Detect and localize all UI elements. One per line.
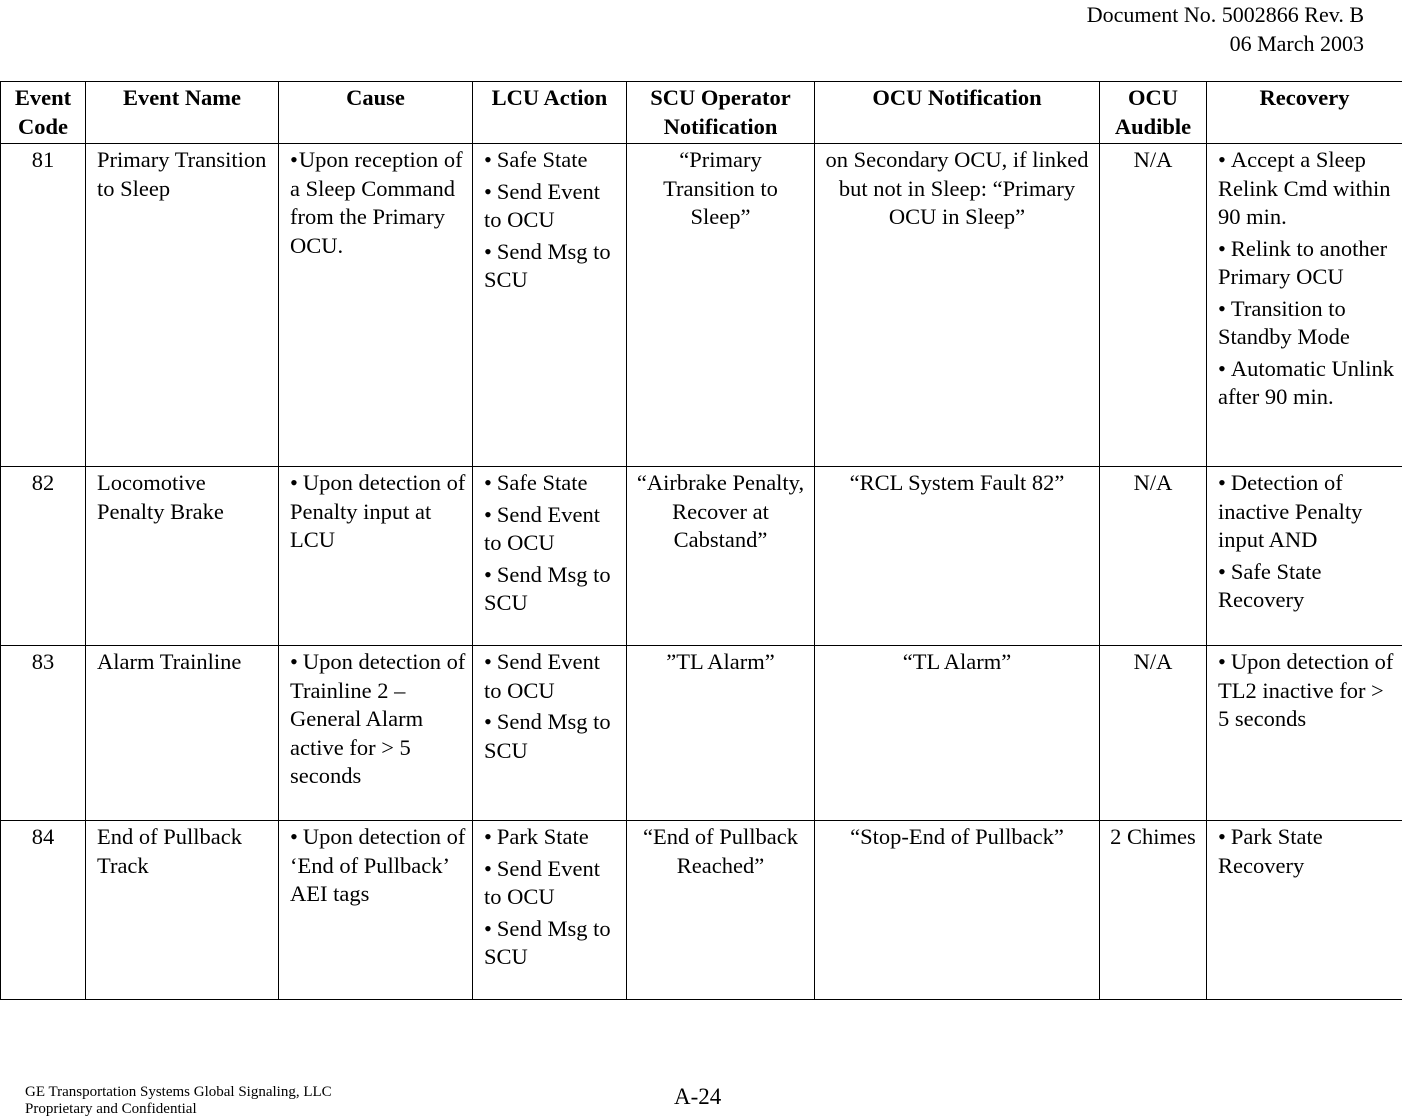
column-header-ocu-audible: OCU Audible	[1100, 82, 1207, 144]
ocu-audible-cell: N/A	[1100, 144, 1207, 467]
lcu-action-item: • Send Event to OCU	[484, 648, 620, 705]
page-number: A-24	[674, 1084, 722, 1109]
recovery-item: • Detection of inactive Penalty input AND	[1218, 469, 1396, 555]
cause-cell	[279, 646, 473, 821]
recovery-item: • Relink to another Primary OCU	[1218, 235, 1396, 292]
recovery-cell	[1207, 646, 1402, 821]
event-code-cell: 81	[1, 144, 86, 467]
footer-company-block	[25, 1084, 332, 1118]
event-name-cell: Alarm Trainline	[86, 646, 279, 821]
cause-item: • Upon detection of Trainline 2 – General Alarm active for > 5 seconds	[290, 648, 466, 791]
column-header-scu-operator-notification: SCU Operator Notification	[627, 82, 815, 144]
event-code-cell: 84	[1, 821, 86, 1000]
cause-cell	[279, 821, 473, 1000]
lcu-action-item: • Park State	[484, 823, 620, 852]
ocu-audible-cell: N/A	[1100, 467, 1207, 646]
lcu-action-item: • Send Event to OCU	[484, 501, 620, 558]
scu-notification-cell: “End of Pullback Reached”	[627, 821, 815, 1000]
event-name-cell: Locomotive Penalty Brake	[86, 467, 279, 646]
ocu-notification-cell: on Secondary OCU, if linked but not in Sleep: “Primary OCU in Sleep”	[815, 144, 1100, 467]
recovery-cell	[1207, 467, 1402, 646]
column-header-ocu-notification: OCU Notification	[815, 82, 1100, 144]
footer-company: GE Transportation Systems Global Signaling, LLC	[25, 1084, 332, 1100]
ocu-audible-cell: 2 Chimes	[1100, 821, 1207, 1000]
recovery-cell	[1207, 821, 1402, 1000]
scu-notification-cell: ”TL Alarm”	[627, 646, 815, 821]
table-row	[1, 467, 1402, 646]
event-code-cell: 83	[1, 646, 86, 821]
scu-notification-cell: “Primary Transition to Sleep”	[627, 144, 815, 467]
lcu-action-item: • Send Event to OCU	[484, 855, 620, 912]
scu-notification-cell: “Airbrake Penalty, Recover at Cabstand”	[627, 467, 815, 646]
column-header-cause: Cause	[279, 82, 473, 144]
table-row	[1, 646, 1402, 821]
lcu-action-item: • Send Msg to SCU	[484, 238, 620, 295]
cause-cell	[279, 467, 473, 646]
lcu-action-cell	[473, 646, 627, 821]
lcu-action-item: • Send Event to OCU	[484, 178, 620, 235]
event-code-cell: 82	[1, 467, 86, 646]
column-header-event-code: Event Code	[1, 82, 86, 144]
document-number: Document No. 5002866 Rev. B	[1086, 2, 1364, 27]
lcu-action-cell	[473, 821, 627, 1000]
footer-confidentiality: Proprietary and Confidential	[25, 1101, 197, 1117]
recovery-item: • Park State Recovery	[1218, 823, 1396, 880]
cause-cell	[279, 144, 473, 467]
ocu-notification-cell: “Stop-End of Pullback”	[815, 821, 1100, 1000]
recovery-item: • Accept a Sleep Relink Cmd within 90 min.	[1218, 146, 1396, 232]
column-header-event-name: Event Name	[86, 82, 279, 144]
recovery-item: • Automatic Unlink after 90 min.	[1218, 355, 1396, 412]
cause-item: • Upon detection of Penalty input at LCU	[290, 469, 466, 555]
ocu-notification-cell: “TL Alarm”	[815, 646, 1100, 821]
recovery-cell	[1207, 144, 1402, 467]
event-name-cell: End of Pullback Track	[86, 821, 279, 1000]
lcu-action-item: • Safe State	[484, 469, 620, 498]
lcu-action-cell	[473, 144, 627, 467]
table-row	[1, 144, 1402, 467]
lcu-action-cell	[473, 467, 627, 646]
ocu-notification-cell: “RCL System Fault 82”	[815, 467, 1100, 646]
recovery-item: • Upon detection of TL2 inactive for > 5 seconds	[1218, 648, 1396, 734]
cause-item: • Upon reception of a Sleep Command from the Primary OCU.	[290, 146, 466, 260]
lcu-action-item: • Send Msg to SCU	[484, 561, 620, 618]
event-table	[0, 81, 1402, 1000]
lcu-action-item: • Send Msg to SCU	[484, 915, 620, 972]
table-row	[1, 821, 1402, 1000]
recovery-item: • Safe State Recovery	[1218, 558, 1396, 615]
ocu-audible-cell: N/A	[1100, 646, 1207, 821]
document-date: 06 March 2003	[1229, 31, 1364, 56]
event-name-cell: Primary Transition to Sleep	[86, 144, 279, 467]
column-header-lcu-action: LCU Action	[473, 82, 627, 144]
recovery-item: • Transition to Standby Mode	[1218, 295, 1396, 352]
table-header-row	[1, 82, 1402, 144]
column-header-recovery: Recovery	[1207, 82, 1402, 144]
cause-item: • Upon detection of ‘End of Pullback’ AEI tags	[290, 823, 466, 909]
lcu-action-item: • Safe State	[484, 146, 620, 175]
document-header	[1087, 0, 1364, 58]
lcu-action-item: • Send Msg to SCU	[484, 708, 620, 765]
